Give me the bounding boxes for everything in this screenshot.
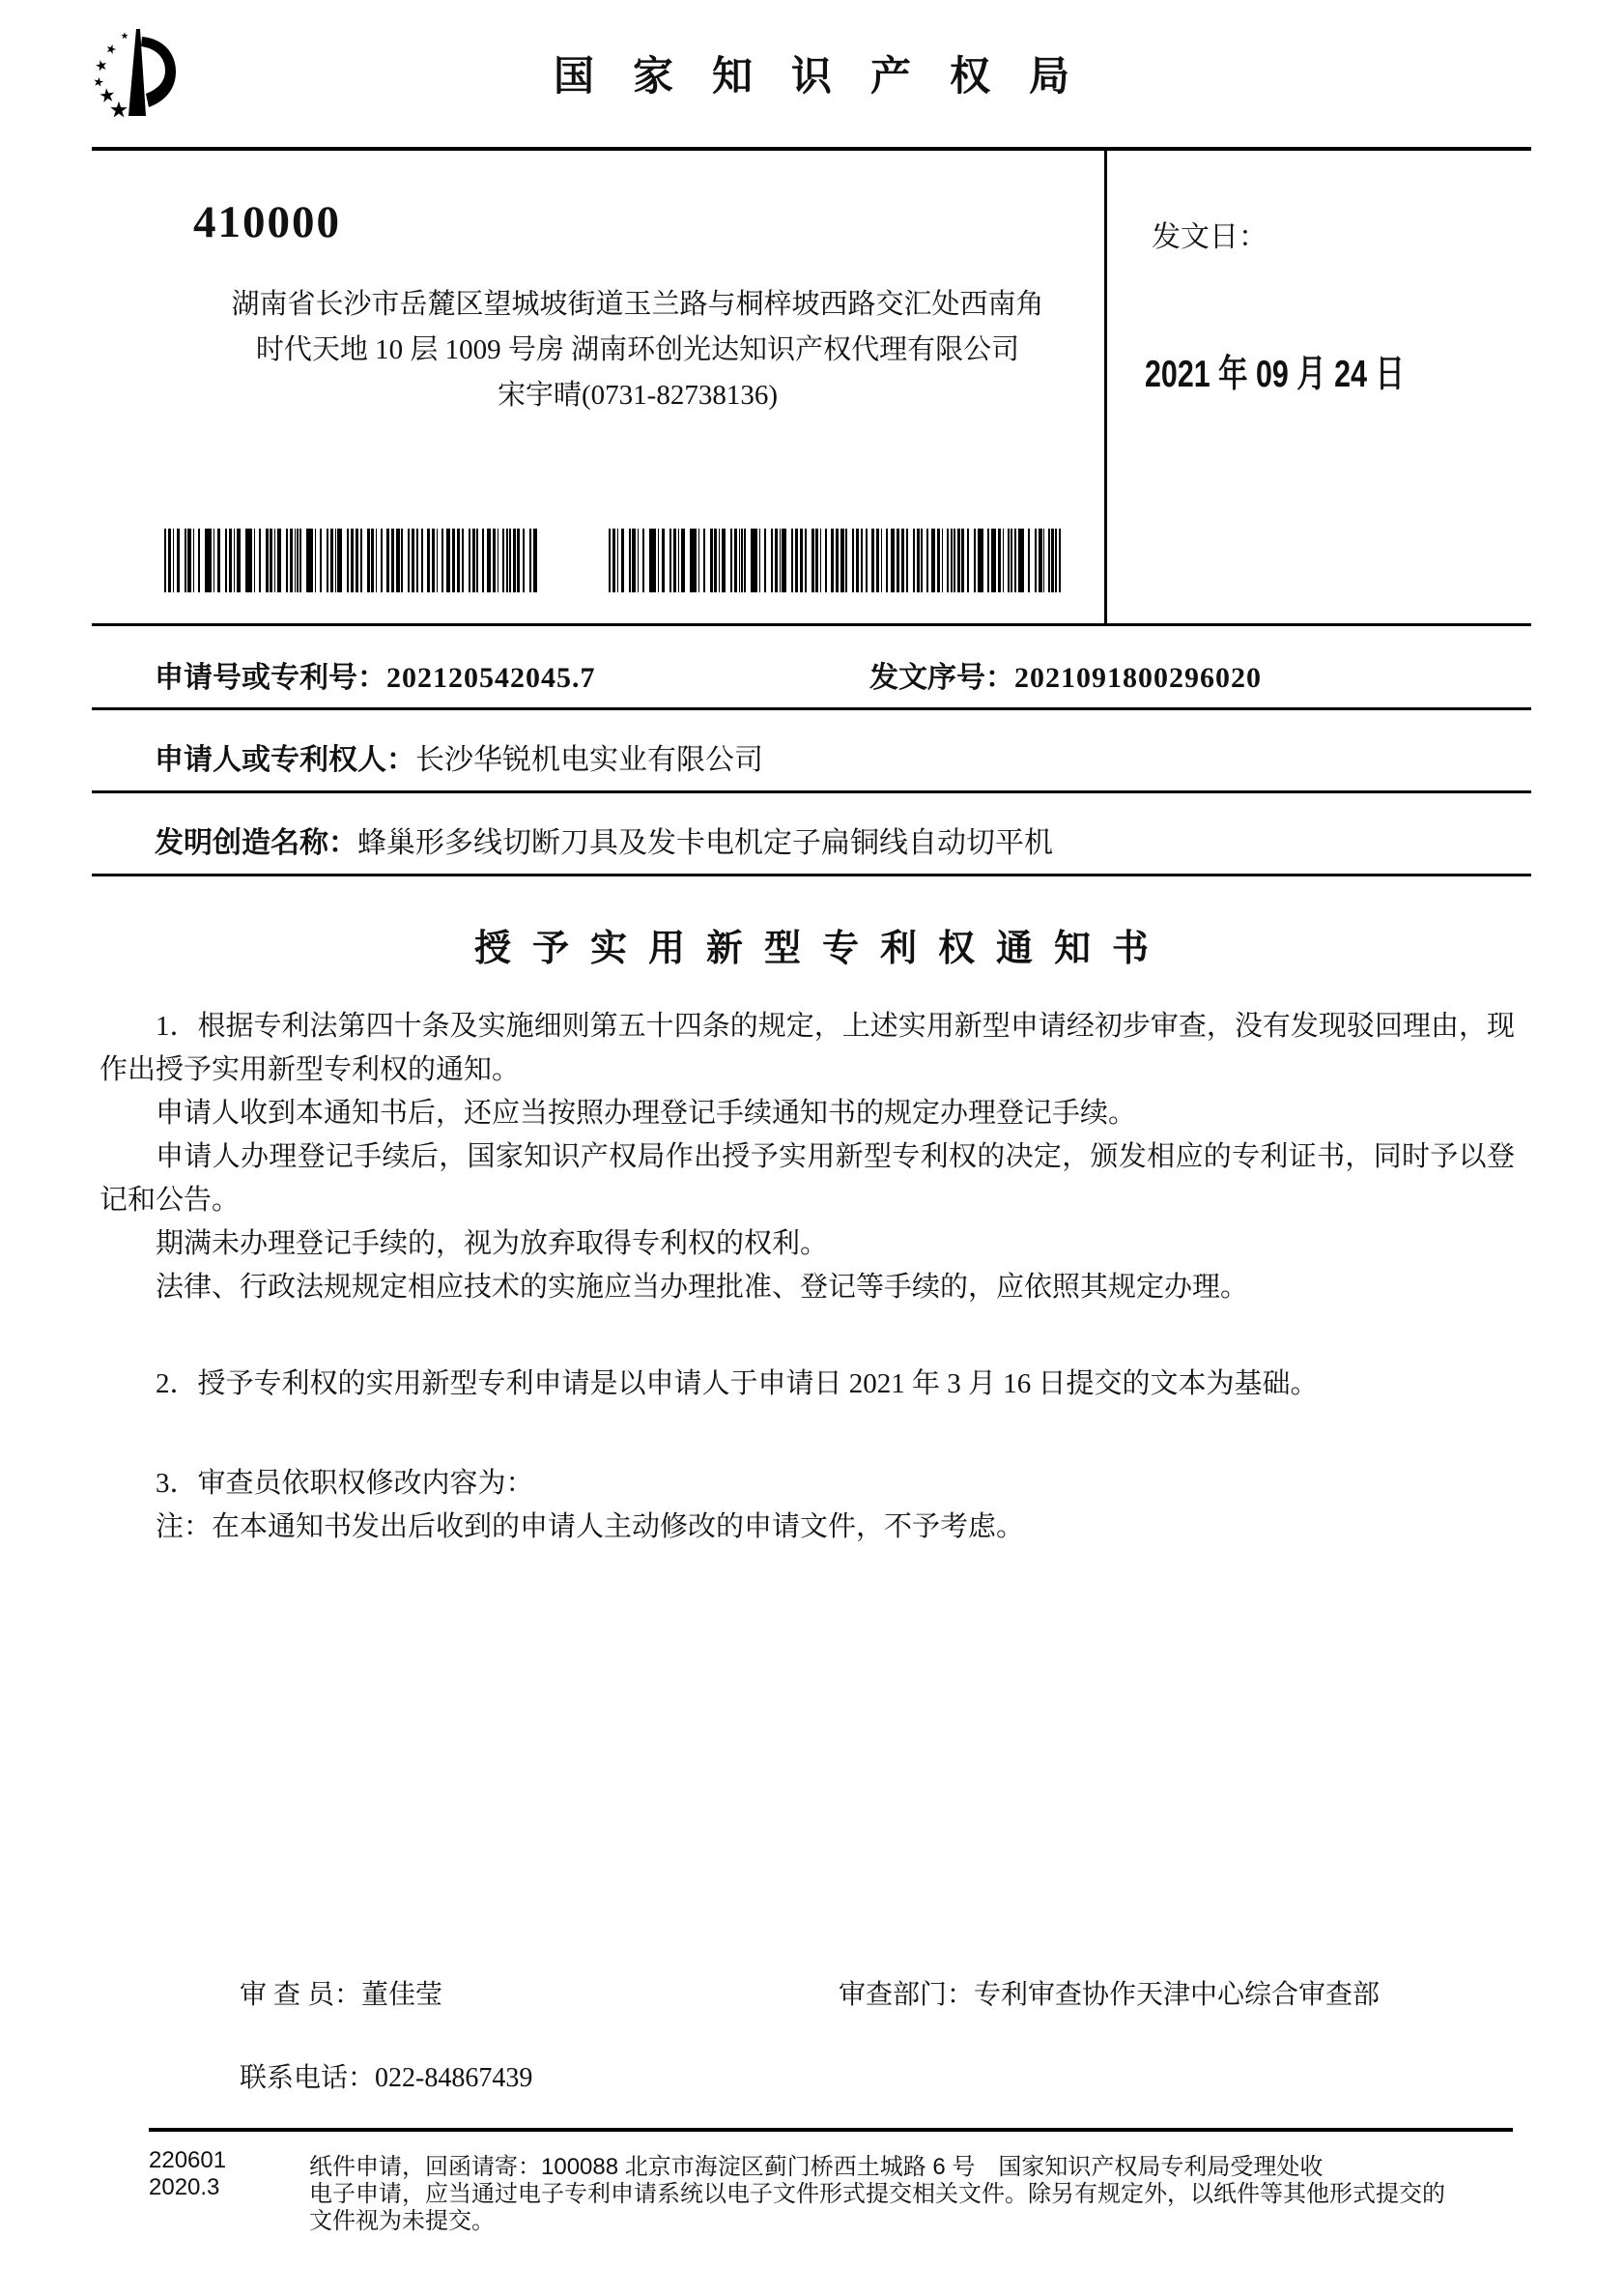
barcode [164,529,537,592]
invention-row [155,818,1053,861]
invention-title-value: 蜂巢形多线切断刀具及发卡电机定子扁铜线自动切平机 [357,827,1053,859]
applicant-value: 长沙华锐机电实业有限公司 [415,744,763,776]
examiner-name: 董佳莹 [361,1980,443,2010]
dispatch-date-value: 2021 年 09 月 24 日 [1145,354,1405,395]
contact-phone-row [240,2056,532,2095]
application-number-label: 申请号或专利号： [155,662,386,694]
divider [92,874,1531,876]
footer-line1: 纸件申请，回函请寄：100088 北京市海淀区蓟门桥西土城路 6 号 国家知识产权局专利局受理处收 [309,2154,1324,2180]
footer-line3: 文件视为未提交。 [309,2208,495,2234]
form-version: 2020.3 [149,2174,220,2200]
postal-code: 410000 [193,197,341,247]
footer-line2: 电子申请，应当通过电子专利申请系统以电子文件形式提交相关文件。除另有规定外，以纸件等其他形式提交的 [309,2181,1445,2207]
recipient-address-line1: 湖南省长沙市岳麓区望城坡街道玉兰路与桐梓坡西路交汇处西南角 [231,289,1044,320]
dispatch-number-label: 发文序号： [869,662,1014,694]
notice-paragraph: 注：在本通知书发出后收到的申请人主动修改的申请文件，不予考虑。 [156,1511,1025,1542]
recipient-contact: 宋宇晴(0731-82738136) [498,380,778,411]
application-number-value: 202120542045.7 [386,662,596,694]
examiner-row [240,1973,442,2012]
notice-paragraph: 期满未办理登记手续的，视为放弃取得专利权的权利。 [156,1228,829,1259]
form-code: 220601 [149,2147,227,2173]
application-number-row [155,653,596,696]
notice-paragraph: 法律、行政法规规定相应技术的实施应当办理批准、登记等手续的，应依照其规定办理。 [156,1272,1249,1303]
dispatch-date-label: 发文日： [1152,221,1267,253]
dispatch-number-value: 2021091800296020 [1014,662,1262,694]
department-row [839,1973,1380,2012]
contact-phone-value: 022-84867439 [375,2063,533,2093]
dispatch-number-row [869,653,1262,696]
contact-phone-label: 联系电话： [240,2063,376,2093]
divider [92,707,1531,710]
notice-paragraph: 2．授予专利权的实用新型专利申请是以申请人于申请日 2021 年 3 月 16 日提交的文本为基础。 [156,1368,1319,1399]
notice-paragraph: 1．根据专利法第四十条及实施细则第五十四条的规定，上述实用新型申请经初步审查，没有发现驳回理由，现作出授予实用新型专利权的通知。 [100,1011,1515,1085]
agency-title: 国家知识产权局 [553,53,1108,99]
invention-title-label: 发明创造名称： [155,827,357,859]
notice-paragraph: 3．审查员依职权修改内容为： [156,1468,534,1499]
department-label: 审查部门： [839,1980,975,2010]
divider [92,790,1531,793]
recipient-address-line2: 时代天地 10 层 1009 号房 湖南环创光达知识产权代理有限公司 [255,334,1020,365]
notice-body [100,1005,1515,1549]
notice-title: 授予实用新型专利权通知书 [473,929,1170,969]
examiner-label: 审 查 员： [240,1980,362,2010]
applicant-label: 申请人或专利权人： [155,744,415,776]
header-divider [92,147,1531,151]
divider [92,623,1531,626]
department-name: 专利审查协作天津中心综合审查部 [974,1980,1381,2010]
notice-paragraph: 申请人办理登记手续后，国家知识产权局作出授予实用新型专利权的决定，颁发相应的专利证书，同时予以登记和公告。 [100,1141,1515,1216]
footer-divider [149,2128,1513,2132]
notice-paragraph: 申请人收到本通知书后，还应当按照办理登记手续通知书的规定办理登记手续。 [156,1098,1137,1129]
applicant-row [155,735,763,778]
barcode [609,529,1061,592]
